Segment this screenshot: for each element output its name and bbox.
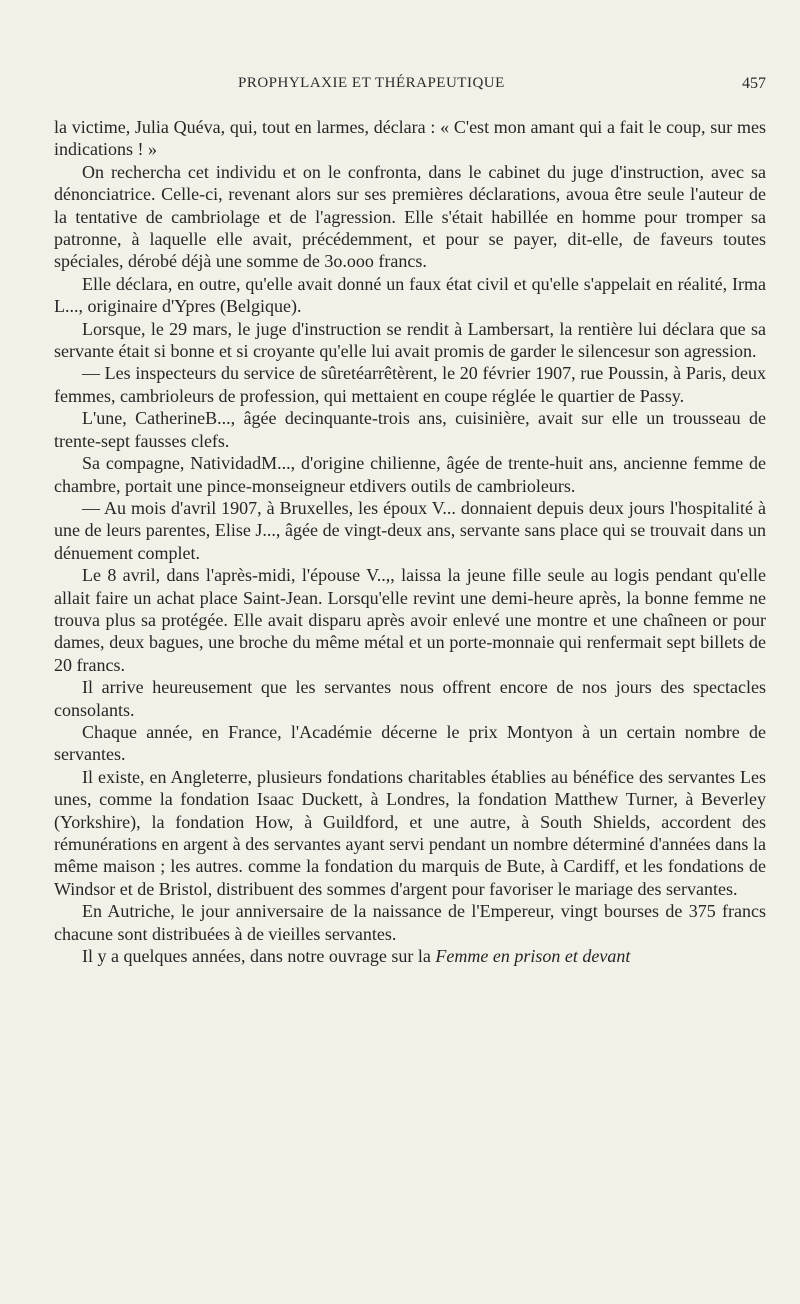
paragraph-14 [54,945,766,967]
paragraph-5: — Les inspecteurs du service de sûretéarrêtèrent, le 20 février 1907, rue Poussin, à Paris, deux femmes, cambrioleurs de profession, qui mettaient en coupe réglée le quartier de Passy. [54,363,766,406]
paragraph-8: — Au mois d'avril 1907, à Bruxelles, les époux V... donnaient depuis deux jours l'hospitalité à une de leurs parentes, Elise J..., âgée de vingt-deux ans, servante sans place qui se trouvait dans un dénuement complet. [54,497,766,563]
body-text [54,116,766,967]
page-header [0,75,800,99]
paragraph-12: Il existe, en Angleterre, plusieurs fondations charitables établies au bénéfice des servantes Les unes, comme la fondation Isaac Duckett, à Londres, la fondation Matthew Turner, à Beverley (Yorkshire), la fondation How, à Guildford, et une autre, à South Shields, accordent des rémunérations en argent à des servantes ayant servi pendant un nombre déterminé d'années dans la même maison ; les autres. comme la fondation du marquis de Bute, à Cardiff, et les fondations de Windsor et de Bristol, distribuent des sommes d'argent pour favoriser le mariage des servantes. [54,766,766,899]
paragraph-11: Chaque année, en France, l'Académie décerne le prix Montyon à un certain nombre de servantes. [54,721,766,765]
page-number: 457 [742,75,766,92]
book-title-italic: Femme en prison et devant [435,946,631,967]
paragraph-4: Lorsque, le 29 mars, le juge d'instruction se rendit à Lambersart, la rentière lui déclara que sa servante était si bonne et si croyante qu'elle lui avait promis de garder le silencesur son agression. [54,318,766,362]
last-line-text: Il y a quelques années, dans notre ouvrage sur la [82,946,436,967]
paragraph-2: On rechercha cet individu et on le confronta, dans le cabinet du juge d'instruction, avec sa dénonciatrice. Celle-ci, revenant alors sur ses premières déclarations, avoua être seule l'auteur de la tentative de cambriolage et de l'agression. Elle s'était habillée en homme pour tromper sa patronne, à laquelle elle avait, précédemment, et pour se payer, dit-elle, de faveurs toutes spéciales, dérobé déjà une somme de 3o.ooo francs. [54,161,766,272]
paragraph-9: Le 8 avril, dans l'après-midi, l'épouse V..,, laissa la jeune fille seule au logis pendant qu'elle allait faire un achat place Saint-Jean. Lorsqu'elle revint une demi-heure après, la bonne femme ne trouva plus sa protégée. Elle avait disparu après avoir enlevé une montre et une chaîneen or pour dames, deux bagues, une broche du même métal et un porte-monnaie qui renfermait sept billets de 20 francs. [54,565,766,675]
paragraph-7: Sa compagne, NatividadM..., d'origine chilienne, âgée de trente-huit ans, ancienne femme de chambre, portait une pince-monseigneur etdivers outils de cambrioleurs. [54,453,766,496]
paragraph-13: En Autriche, le jour anniversaire de la naissance de l'Empereur, vingt bourses de 375 francs chacune sont distribuées à de vieilles servantes. [54,901,766,944]
paragraph-6: L'une, CatherineB..., âgée decinquante-trois ans, cuisinière, avait sur elle un trousseau de trente-sept fausses clefs. [54,408,766,451]
paragraph-3: Elle déclara, en outre, qu'elle avait donné un faux état civil et qu'elle s'appelait en réalité, Irma L..., originaire d'Ypres (Belgique). [54,273,766,317]
paragraph-10: Il arrive heureusement que les servantes nous offrent encore de nos jours des spectacles consolants. [54,677,766,720]
running-title: PROPHYLAXIE ET THÉRAPEUTIQUE [238,75,505,91]
paragraph-1: la victime, Julia Quéva, qui, tout en larmes, déclara : « C'est mon amant qui a fait le coup, sur mes indications ! » [54,117,766,160]
